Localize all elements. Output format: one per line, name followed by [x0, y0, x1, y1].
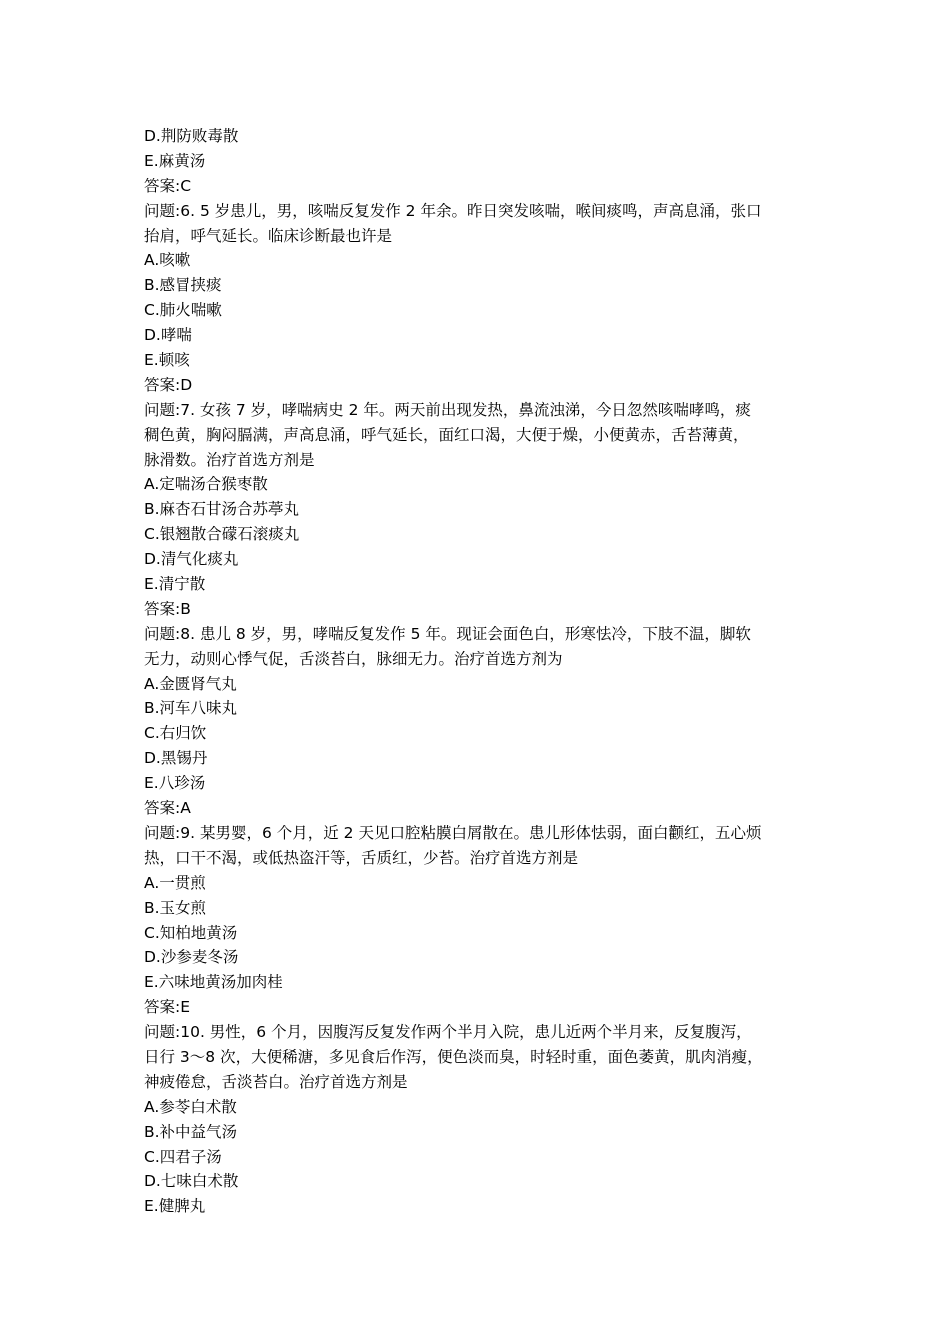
text-line: E.六味地黄汤加肉桂 [144, 973, 283, 992]
text-line: C.银翘散合礞石滚痰丸 [144, 525, 300, 544]
text-line: D.黑锡丹 [144, 749, 208, 768]
text-line: B.感冒挟痰 [144, 276, 222, 295]
text-line: 答案:C [144, 176, 192, 195]
text-line: B.河车八味丸 [144, 699, 238, 718]
text-line: 问题:6. 5 岁患儿，男，咳喘反复发作 2 年余。昨日突发咳喘，喉间痰鸣，声高息涌，张口 [144, 201, 762, 220]
document-page [144, 124, 824, 1219]
text-line: 答案:A [144, 799, 191, 818]
text-line: D.沙参麦冬汤 [144, 948, 239, 967]
text-line: D.荆防败毒散 [144, 127, 239, 145]
text-line: B.麻杏石甘汤合苏葶丸 [144, 500, 300, 519]
text-line: E.健脾丸 [144, 1197, 206, 1216]
text-line: E.八珍汤 [144, 774, 206, 793]
text-line: 神疲倦怠，舌淡苔白。治疗首选方剂是 [144, 1072, 408, 1091]
text-line: B.玉女煎 [144, 898, 207, 917]
text-line: 答案:B [144, 599, 191, 618]
text-line: C.四君子汤 [144, 1147, 222, 1166]
text-line: B.补中益气汤 [144, 1122, 238, 1141]
text-line: A.咳嗽 [144, 251, 191, 270]
text-line: A.定喘汤合猴枣散 [144, 475, 268, 494]
text-line: 热，口干不渴，或低热盗汗等，舌质红，少苔。治疗首选方剂是 [144, 848, 579, 867]
text-line: 稠色黄，胸闷膈满，声高息涌，呼气延长，面红口渴，大便于燥，小便黄赤，舌苔薄黄， [144, 425, 749, 444]
text-line: 脉滑数。治疗首选方剂是 [144, 450, 315, 469]
text-line: A.一贯煎 [144, 873, 206, 892]
text-line: D.哮喘 [144, 326, 192, 345]
text-line: 问题:8. 患儿 8 岁，男，哮喘反复发作 5 年。现证会面色白，形寒怯冷，下肢不温，脚软 [144, 624, 751, 643]
text-line: E.顿咳 [144, 351, 190, 370]
text-line: 无力，动则心悸气促，舌淡苔白，脉细无力。治疗首选方剂为 [144, 649, 563, 668]
text-line: 问题:7. 女孩 7 岁，哮喘病史 2 年。两天前出现发热，鼻流浊涕，今日忽然咳喘哮鸣，痰 [144, 400, 751, 419]
text-line: A.金匮肾气丸 [144, 674, 237, 693]
text-line: 答案:E [144, 998, 191, 1017]
text-line: C.右归饮 [144, 724, 207, 743]
text-line: 答案:D [144, 375, 193, 394]
text-line: 抬肩，呼气延长。临床诊断最也许是 [144, 226, 393, 245]
text-line: A.参苓白术散 [144, 1097, 237, 1116]
text-line: 日行 3～8 次，大便稀溏，多见食后作泻，便色淡而臭，时轻时重，面色萎黄，肌肉消瘦， [144, 1047, 763, 1066]
text-line: C.知柏地黄汤 [144, 923, 238, 942]
text-line: 问题:9. 某男婴，6 个月，近 2 天见口腔粘膜白屑散在。患儿形体怯弱，面白颧红，五心烦 [144, 823, 762, 842]
text-line: D.清气化痰丸 [144, 550, 239, 569]
text-line: D.七味白术散 [144, 1172, 239, 1191]
text-line: E.清宁散 [144, 575, 206, 594]
text-line: C.肺火喘嗽 [144, 301, 222, 320]
text-line: E.麻黄汤 [144, 151, 206, 170]
text-line: 问题:10. 男性，6 个月，因腹泻反复发作两个半月入院，患儿近两个半月来，反复腹泻， [144, 1023, 752, 1042]
